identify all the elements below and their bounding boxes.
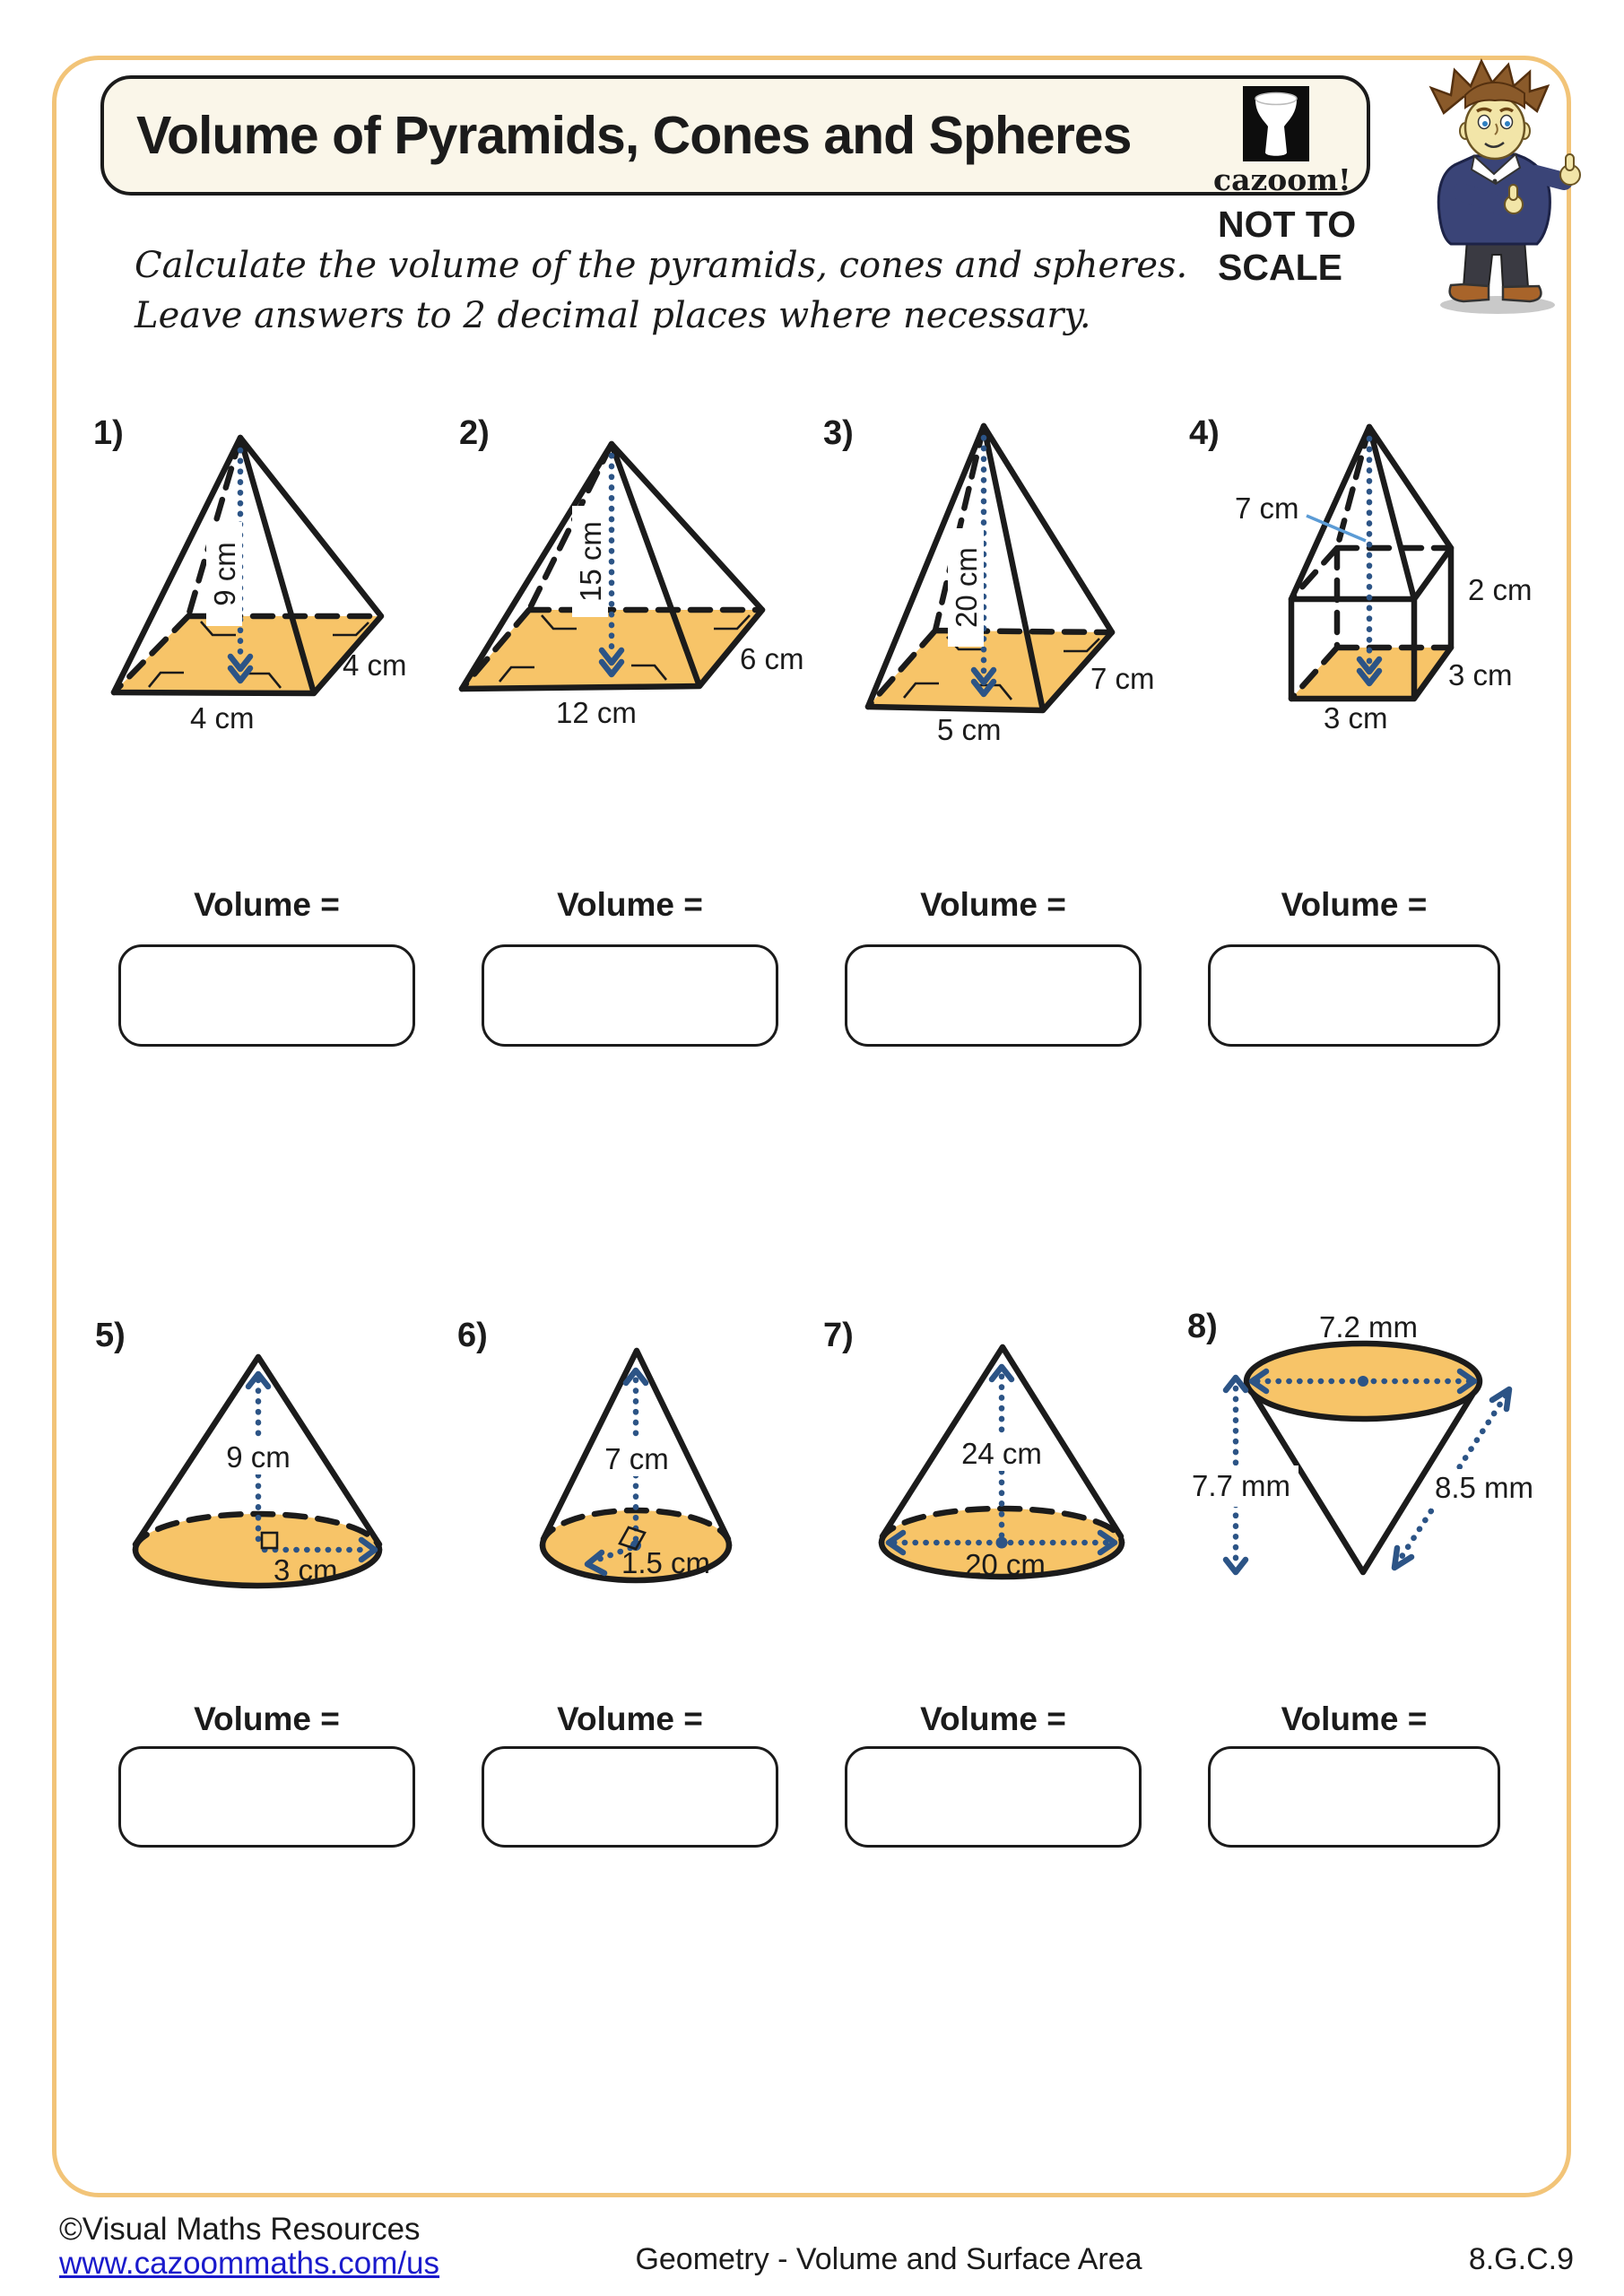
answer-box-5[interactable]: [118, 1746, 415, 1848]
problem-8-number: 8): [1187, 1308, 1218, 1345]
slant-label: 8.5 mm: [1434, 1471, 1534, 1504]
depth-label: 4 cm: [343, 648, 407, 682]
volume-label-4: Volume =: [1281, 886, 1428, 923]
not-to-scale-line1: NOT TO: [1218, 204, 1357, 245]
radius-label: 3 cm: [274, 1553, 338, 1587]
problem-6-number: 6): [457, 1317, 488, 1354]
page-border: [52, 56, 1571, 2197]
instructions: [135, 240, 1187, 341]
depth-label: 3 cm: [1448, 658, 1513, 691]
answer-box-2[interactable]: [482, 944, 778, 1047]
radius-label: 1.5 cm: [621, 1546, 711, 1579]
cazoom-logo: [1213, 86, 1351, 197]
volume-label-6: Volume =: [557, 1700, 703, 1737]
problem-5-number: 5): [95, 1317, 126, 1354]
footer-copyright: ©Visual Maths Resources: [59, 2212, 421, 2247]
depth-label: 7 cm: [1090, 662, 1155, 695]
answer-box-6[interactable]: [482, 1746, 778, 1848]
cone-figure-5: [94, 1336, 417, 1637]
not-to-scale-line2: SCALE: [1218, 247, 1342, 288]
height-label: 24 cm: [961, 1437, 1042, 1470]
height-label: 9 cm: [208, 542, 241, 606]
cazoom-logo-text: cazoom!: [1213, 162, 1351, 197]
instructions-line1: Calculate the volume of the pyramids, cones and spheres.: [135, 245, 1188, 286]
footer-standard-code: 8.G.C.9: [1468, 2242, 1574, 2276]
pyramid-figure-1: [90, 430, 407, 740]
width-label: 4 cm: [190, 701, 255, 735]
problem-2-number: 2): [459, 414, 490, 452]
cone-figure-6: [462, 1336, 771, 1637]
pyramid-figure-2: [453, 438, 816, 734]
height-label: 20 cm: [950, 547, 983, 628]
width-label: 12 cm: [556, 696, 637, 729]
problem-7-number: 7): [823, 1317, 854, 1354]
diameter-label: 7.2 mm: [1318, 1310, 1419, 1344]
cone-figure-7: [829, 1336, 1170, 1637]
answer-box-7[interactable]: [845, 1746, 1142, 1848]
dimension-pointer-line: [1307, 516, 1366, 541]
not-to-scale-note: [1218, 203, 1356, 289]
inverted-cone-figure-8: [1191, 1299, 1594, 1657]
answer-box-1[interactable]: [118, 944, 415, 1047]
footer-topic: Geometry - Volume and Surface Area: [635, 2242, 1142, 2276]
height-label: 9 cm: [226, 1440, 291, 1474]
depth-label: 6 cm: [740, 642, 804, 675]
problem-3-number: 3): [823, 414, 854, 452]
volume-label-2: Volume =: [557, 886, 703, 923]
diameter-label: 20 cm: [965, 1548, 1046, 1581]
problem-1-number: 1): [93, 414, 124, 452]
volume-label-7: Volume =: [920, 1700, 1066, 1737]
answer-box-3[interactable]: [845, 944, 1142, 1047]
pyramid-figure-3: [832, 422, 1195, 749]
footer-url-link[interactable]: www.cazoommaths.com/us: [59, 2246, 440, 2281]
instructions-line2: Leave answers to 2 decimal places where necessary.: [135, 295, 1091, 336]
height-label: 15 cm: [574, 521, 607, 602]
mascot-boy-illustration: [1388, 56, 1623, 317]
width-label: 5 cm: [937, 713, 1002, 746]
height-label: 7 cm: [604, 1442, 669, 1475]
total-height-label: 7 cm: [1235, 491, 1299, 525]
volume-label-8: Volume =: [1281, 1700, 1428, 1737]
volume-label-1: Volume =: [194, 886, 340, 923]
height-label: 7.7 mm: [1191, 1469, 1291, 1502]
djembe-drum-icon: [1243, 86, 1309, 161]
width-label: 3 cm: [1324, 701, 1388, 735]
answer-box-8[interactable]: [1208, 1746, 1500, 1848]
cuboid-height-label: 2 cm: [1468, 573, 1533, 606]
volume-label-5: Volume =: [194, 1700, 340, 1737]
page-title: Volume of Pyramids, Cones and Spheres: [136, 106, 1132, 165]
pyramid-on-cuboid-figure-4: [1206, 417, 1583, 762]
problem-4-number: 4): [1189, 414, 1220, 452]
answer-box-4[interactable]: [1208, 944, 1500, 1047]
volume-label-3: Volume =: [920, 886, 1066, 923]
